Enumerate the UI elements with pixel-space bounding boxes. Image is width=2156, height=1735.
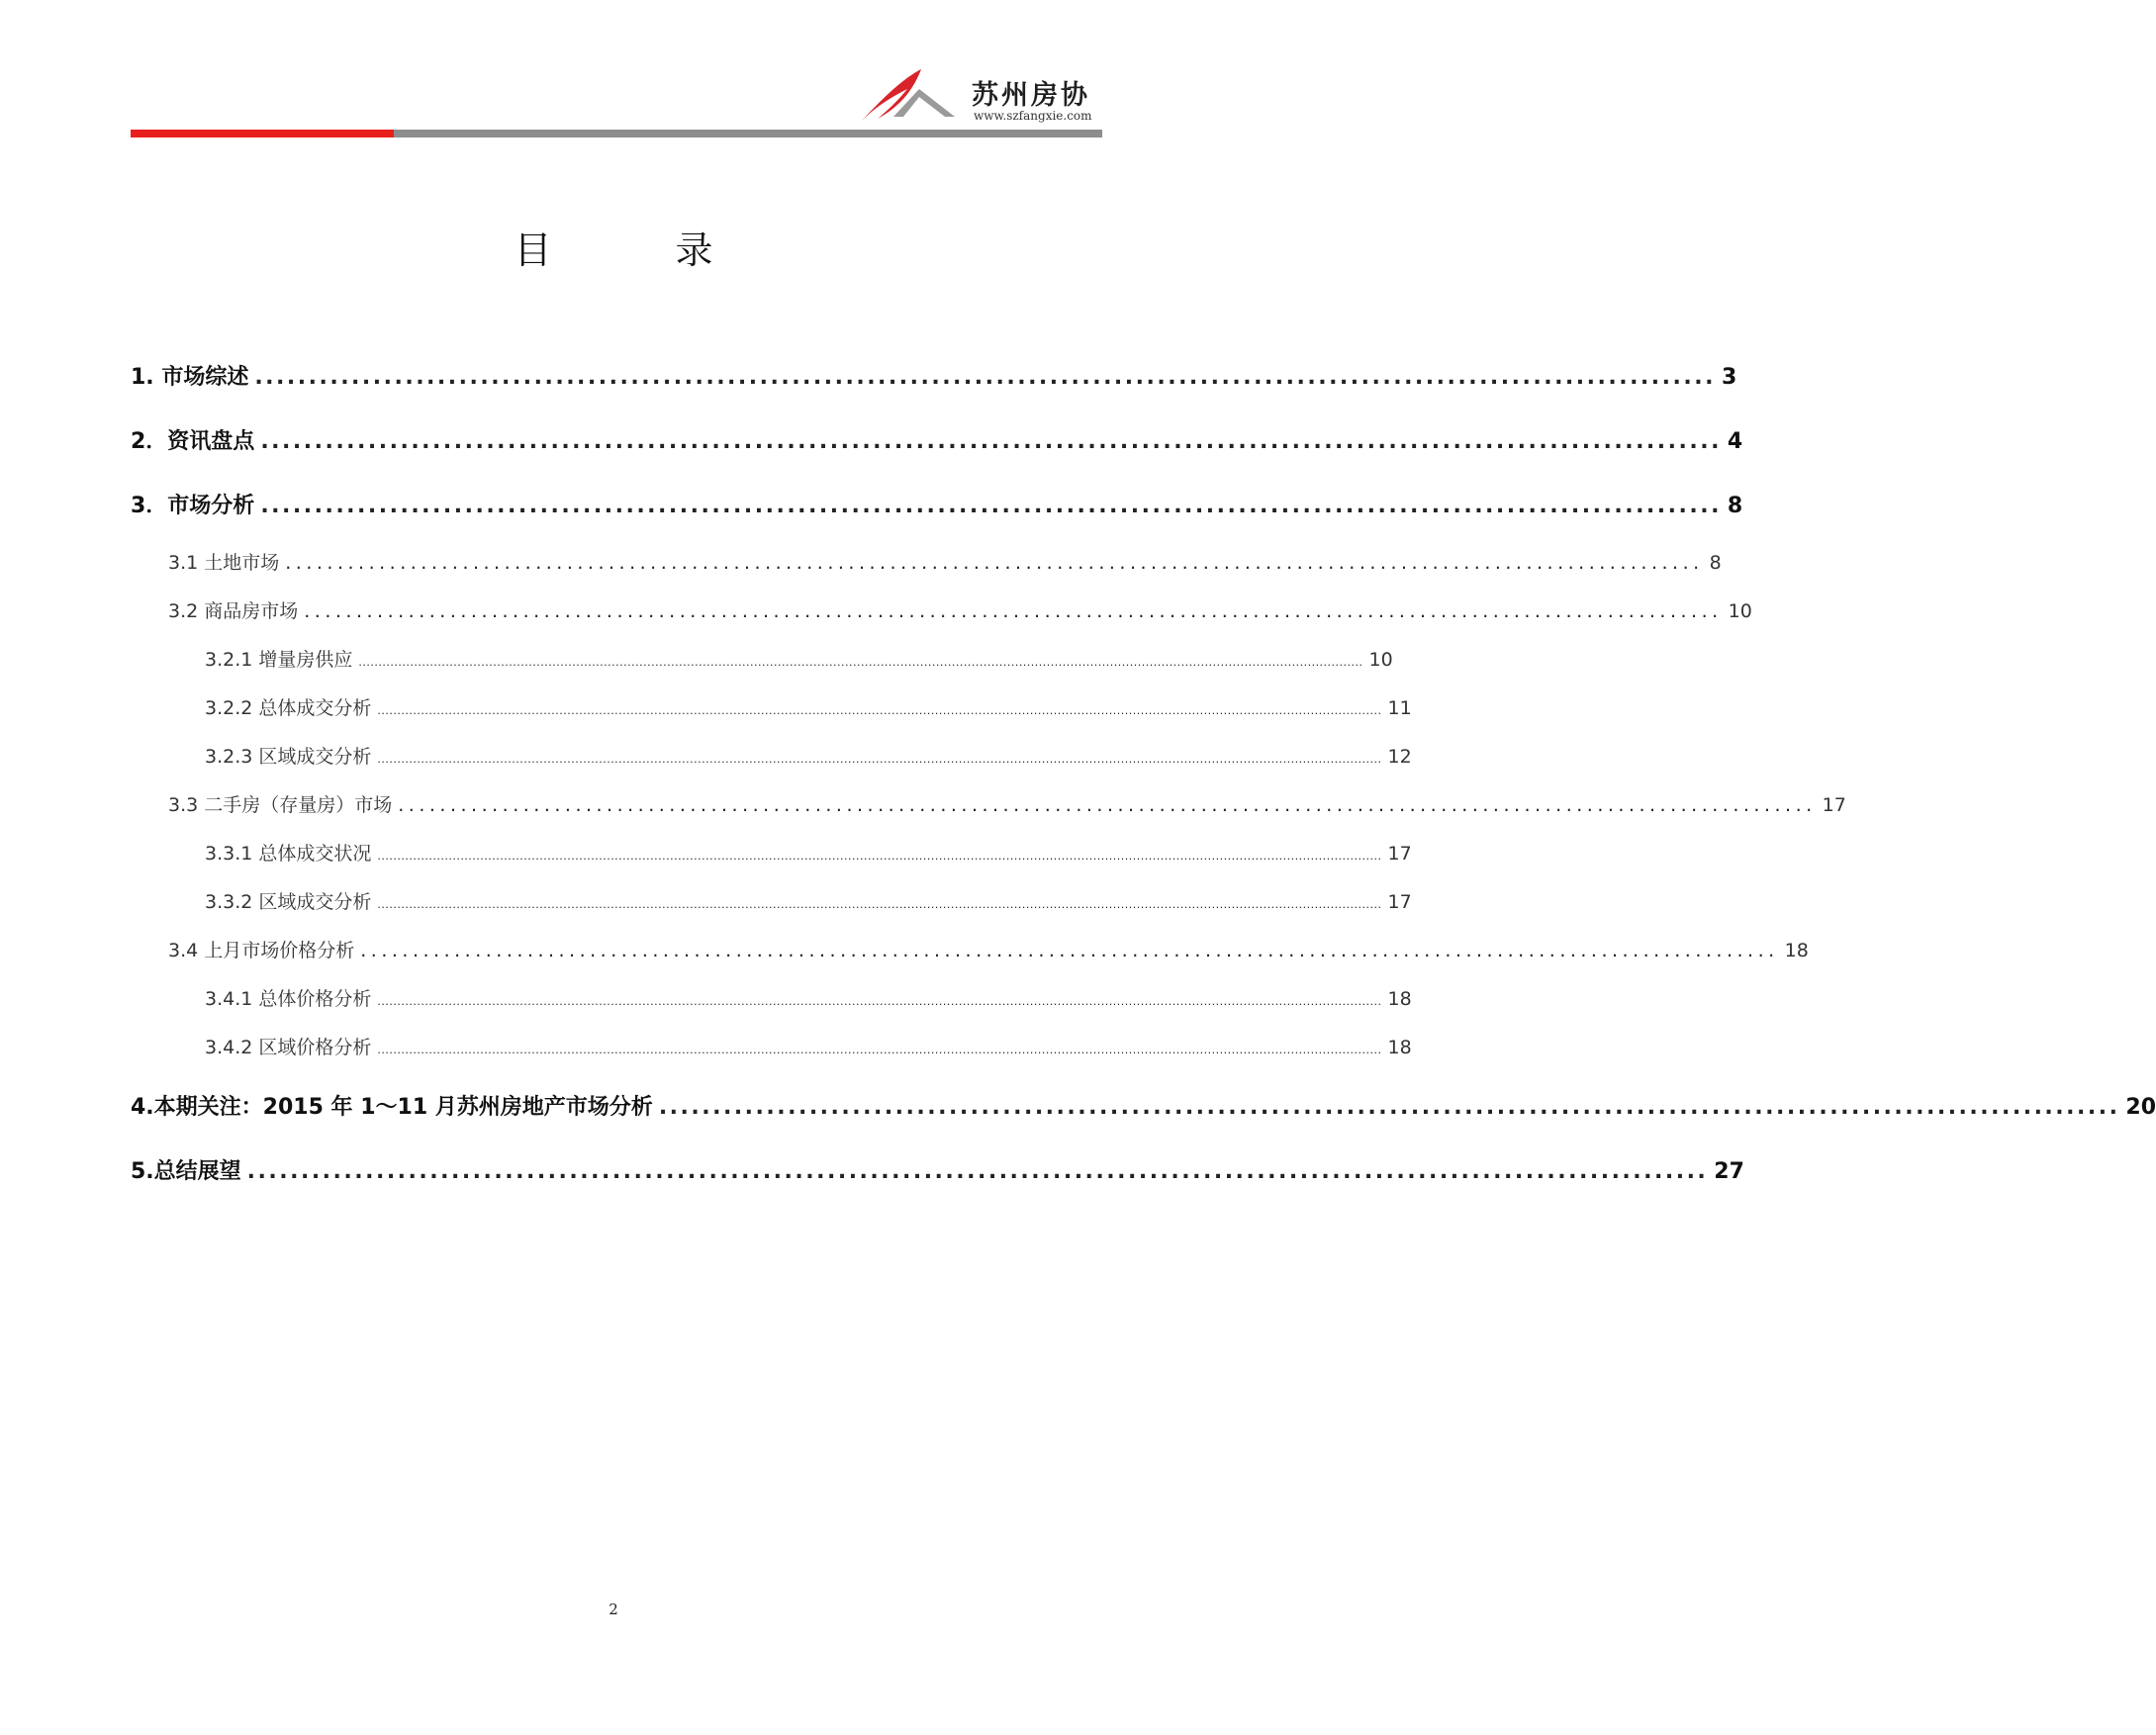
- brand-url: www.szfangxie.com: [974, 109, 1092, 123]
- toc-entry-page: 10: [1728, 600, 1752, 622]
- dot-leader: ........................................................................................................................................: [658, 1095, 2120, 1120]
- dot-leader: ..............................................................................................................................................................................................................................................................: [377, 753, 1382, 766]
- toc-entry-news[interactable]: [131, 424, 1743, 455]
- toc-entry-market-analysis[interactable]: [131, 489, 1743, 519]
- toc-entry-label: 3.2.1 增量房供应: [205, 649, 353, 671]
- dot-leader: ........................................................................................................................................: [260, 494, 1722, 518]
- toc-entry-label: 3.2.3 区域成交分析: [205, 746, 372, 768]
- toc-entry-page: 11: [1387, 697, 1412, 719]
- dot-leader: ........................................................................................................................................: [398, 794, 1817, 816]
- toc-entry-page: 10: [1368, 649, 1393, 671]
- header-logo: [856, 65, 1113, 131]
- dot-leader: ........................................................................................................................................: [360, 940, 1779, 961]
- toc-entry-page: 20: [2125, 1095, 2156, 1120]
- header-bar-red: [131, 130, 394, 137]
- toc-entry-overall-price[interactable]: [205, 984, 1412, 1011]
- toc-title: 目录: [514, 228, 837, 272]
- toc-entry-focus[interactable]: [131, 1090, 2156, 1121]
- toc-entry-page: 12: [1387, 746, 1412, 768]
- dot-leader: ........................................................................................................................................: [246, 1159, 1709, 1184]
- dot-leader: ........................................................................................................................................: [260, 429, 1722, 454]
- toc-entry-page: 17: [1822, 794, 1846, 816]
- toc-entry-market-overview[interactable]: [131, 360, 1737, 391]
- dot-leader: ..............................................................................................................................................................................................................................................................: [377, 898, 1382, 911]
- toc-entry-second-hand-overall[interactable]: [205, 839, 1412, 866]
- toc-entry-label: 3.4.1 总体价格分析: [205, 988, 372, 1010]
- toc-entry-page: 3: [1721, 365, 1737, 390]
- toc-entry-overall-deals[interactable]: [205, 693, 1412, 720]
- toc-entry-label: 3.4 上月市场价格分析: [168, 940, 355, 961]
- toc-entry-last-month-price[interactable]: [168, 936, 1809, 962]
- dot-leader: ..............................................................................................................................................................................................................................................................: [377, 704, 1382, 717]
- toc-entry-second-hand-regional[interactable]: [205, 887, 1412, 914]
- toc-entry-label: 3.1 土地市场: [168, 552, 280, 574]
- toc-entry-page: 8: [1727, 494, 1743, 518]
- toc-entry-new-supply[interactable]: [205, 645, 1393, 672]
- toc-entry-page: 18: [1387, 988, 1412, 1010]
- toc-entry-page: 4: [1727, 429, 1743, 454]
- toc-entry-land-market[interactable]: [168, 548, 1722, 575]
- dot-leader: ..............................................................................................................................................................................................................................................................: [377, 995, 1382, 1008]
- toc-entry-page: 17: [1387, 843, 1412, 865]
- dot-leader: ........................................................................................................................................: [304, 600, 1723, 622]
- dot-leader: ..............................................................................................................................................................................................................................................................: [358, 656, 1363, 669]
- header-bar-grey: [394, 130, 1102, 137]
- toc-entry-second-hand[interactable]: [168, 790, 1846, 817]
- toc-entry-label: 1. 市场综述: [131, 365, 249, 390]
- toc-entry-page: 18: [1387, 1037, 1412, 1058]
- toc-entry-label: 3.2.2 总体成交分析: [205, 697, 372, 719]
- dot-leader: ........................................................................................................................................: [285, 552, 1704, 574]
- toc-entry-label: 3．市场分析: [131, 494, 255, 518]
- toc-entry-page: 8: [1709, 552, 1722, 574]
- toc-entry-page: 27: [1714, 1159, 1744, 1184]
- toc-entry-commercial-housing[interactable]: [168, 596, 1752, 623]
- page-number: 2: [609, 1600, 618, 1618]
- toc-entry-page: 17: [1387, 891, 1412, 913]
- toc-entry-label: 3.3.2 区域成交分析: [205, 891, 372, 913]
- toc-entry-label: 5.总结展望: [131, 1159, 241, 1184]
- toc-entry-label: 3.4.2 区域价格分析: [205, 1037, 372, 1058]
- quill-roof-logo-icon: [856, 65, 967, 127]
- toc-entry-label: 3.3.1 总体成交状况: [205, 843, 372, 865]
- dot-leader: ..............................................................................................................................................................................................................................................................: [377, 1044, 1382, 1056]
- toc-entry-label: 4.本期关注：2015 年 1～11 月苏州房地产市场分析: [131, 1095, 653, 1120]
- toc-entry-regional-deals[interactable]: [205, 742, 1412, 769]
- dot-leader: ........................................................................................................................................: [254, 365, 1716, 390]
- brand-name: 苏州房协: [972, 80, 1090, 111]
- toc-entry-page: 18: [1784, 940, 1809, 961]
- toc-entry-outlook[interactable]: [131, 1154, 1744, 1185]
- dot-leader: ..............................................................................................................................................................................................................................................................: [377, 850, 1382, 863]
- toc-entry-regional-price[interactable]: [205, 1033, 1412, 1059]
- toc-entry-label: 2．资讯盘点: [131, 429, 255, 454]
- toc-entry-label: 3.2 商品房市场: [168, 600, 299, 622]
- toc-entry-label: 3.3 二手房（存量房）市场: [168, 794, 393, 816]
